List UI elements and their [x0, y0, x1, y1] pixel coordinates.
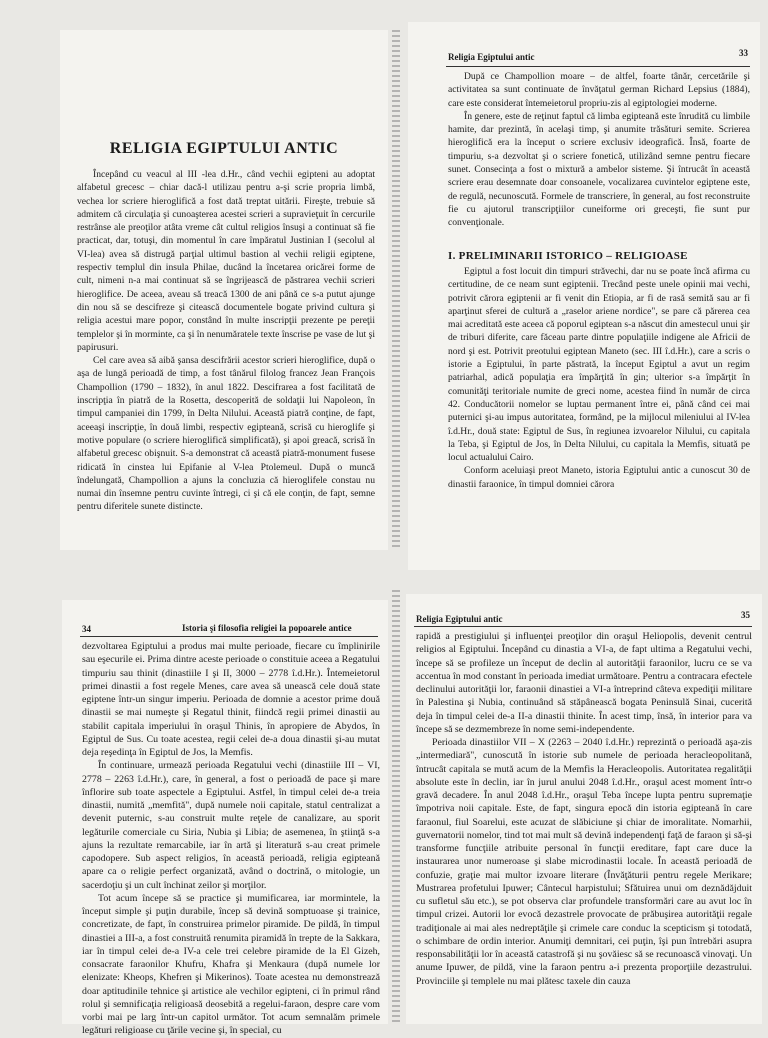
paragraph: În continuare, urmează perioada Regatului vechi (dinastiile III – VI, 2778 – 2263 î.d.Hr.), care, în general, a fost o perioadă de pace şi mare înflorire sub toate aspectele a Egiptului. Astfel, în timpul celei de-a treia dinastii, numită „memfită", după numele noii capitale, statul centralizat a devenit puternic, s-au construit multe reţele de canalizare, au sporit legăturile comerciale cu Siria, Nubia şi Libia; de asemenea, în ştiinţă s-a ajuns la rezultate remarcabile, iar în artă şi literatură s-au creat primele capodopere. Sub aspect religios, în această perioadă, religia egipteană apare ca o religie perfect organizată, având o doctrină, o mitologie, un sacerdoţiu şi un cult închinat zeilor şi morţilor.	[82, 760, 380, 891]
header-rule	[80, 636, 378, 637]
paragraph: Începând cu veacul al III -lea d.Hr., când vechii egipteni au adoptat alfabetul grecesc – chiar dacă-l utilizau pentru a-şi scrie propria limbă, vechea lor scriere hieroglifică a fost dată treptat uitării. Fireşte, trebuie să admitem că circulaţia şi cunoaşterea acestei scrieri a supravieţuit în cercurile restrânse ale preoţilor atâta vreme cât cultul religios însuşi a continuat să fie practicat, dar, totuşi, din momentul în care împăratul Justinian I (secolul al VI-lea) avea să distrugă parţial ultimul bastion al vechii religii egiptene, respectiv templul din insula Philae, ducând la încetarea oricărei forme de cult, nimeni n-a mai continuat să se îngrijească de păstrarea vechii scrieri hieroglifice. De aceea, aveau să treacă 1300 de ani până ce s-a putut ajunge din nou să se descifreze şi citească documentele bogate privind cultura şi religia acestui mare popor, constând în multe inscripţii prezente pe pereţii templelor şi în morminte, ca şi în nenumăratele texte înscrise pe vase de lut şi papirusuri.	[77, 169, 375, 353]
running-header: Istoria şi filosofia religiei la popoarele antice	[182, 623, 352, 633]
page-32-body	[77, 168, 375, 514]
page-33-section-body	[448, 265, 750, 491]
paragraph: După ce Champollion moare – de altfel, foarte tânăr, cercetările şi activitatea sa sunt continuate de învăţatul german Richard Lepsius (1884), care este considerat întemeietorul propriu-zis al egiptologiei moderne.	[448, 71, 750, 109]
header-rule	[414, 626, 752, 627]
paragraph: Egiptul a fost locuit din timpuri străvechi, dar nu se poate încă afirma cu certitudine, de ce neam sunt egiptenii. Trecând peste unele opinii mai vechi, potrivit cărora egiptenii ar fi venit din Etiopia, ar fi de rasă semită sau ar fi aparţinut sferei de cultură a „raselor ariene nordice", se pare că părerea cea mai acreditată este aceea că poporul egiptean s-a născut din amestecul unui şir de triburi diferite, care făceau parte dintre populaţiile indigene ale Africii de nord şi est. Potrivit preotului egiptean Maneto (sec. III î.d.Hr.), care a scris o istorie a Egiptului, în parte păstrată, la început Egiptul a avut un regim patriarhal, adică populaţia era împărţită în gin; ulterior s-a împărţit în comunităţi teritoriale numite de greci nome, acestea fiind în număr de circa 42. Conducătorii nomelor se luptau permanent între ei, până când cei mai puternici şi-au impus autoritatea, formând, pe la mijlocul mileniului al IV-lea î.d.Hr., două state: Egiptul de Sus, în regiunea izvoarelor Nilului, cu capitala la Teba, şi Egiptul de Jos, în Delta Nilului, cu capitala la Memfis, situată pe locul actualului Cairo.	[448, 266, 750, 464]
page-34	[62, 600, 388, 1037]
paragraph: rapidă a prestigiului şi influenţei preoţilor din oraşul Heliopolis, devenit centrul religios al Egiptului. Începând cu dinastia a VI-a, de fapt ultima a Regatului vechi, începe să se profileze un început de declin al autorităţii faraonilor, lucru ce se va accentua în mod constant în perioada imediat următoare. Pentru a contracara efectele declinului autorităţii lor, faraonii dinastiei a VI-a întreprind câteva expediţii militare în Palestina şi Nubia, continuând să stăpânească bogata Peninsulă Sinai, cucerită deja în timpul celei de-a II-a dinastii thinite. În acest timp, însă, în interior para va începe să se dezmembreze în nome semi-independente.	[416, 631, 752, 735]
binding-gutter	[392, 30, 400, 550]
running-header: Religia Egiptului antic	[448, 52, 535, 62]
page-number: 33	[739, 48, 748, 58]
binding-gutter	[392, 590, 400, 1024]
paragraph: Conform aceluiaşi preot Maneto, istoria Egiptului antic a cunoscut 30 de dinastii faraonice, în timpul domniei cărora	[448, 465, 750, 490]
page-number: 34	[82, 624, 91, 634]
page-33-body	[448, 70, 750, 230]
page-35	[406, 594, 762, 1024]
page-number: 35	[741, 610, 750, 620]
page-34-body	[82, 640, 380, 1038]
paragraph: Perioada dinastiilor VII – X (2263 – 2040 î.d.Hr.) reprezintă o perioadă aşa-zis „intermediară", cunoscută în istorie sub numele de perioada heracleopolitană, întrucât capitala se mută acum de la Memfis la Heracleopolis. Autoritatea regalităţii absolute este în declin, iar în jurul anului 2048 î.d.Hr., oraşul acest moment într-o gravă decadere. În anul 2048 î.d.Hr., oraşul Teba începe lupta pentru supremaţie împotriva noii capitale. Este, de fapt, singura epocă din istoria egipteană în care faraonul, fiul Soarelui, este acuzat de slăbiciune şi chiar de imoralitate. Nomarhii, guvernatorii nomelor, tind tot mai mult să devină independenţi faţă de faraon şi să-şi transforme funcţiile atribuite personal în funcţii ereditare, fapt care duce la instaurarea unor numeroase şi slabe microdinastii locale. În această perioadă de confuzie, graţie mai multor izvoare literare (Învăţăturii pentru regele Merikare; Mustrarea profetului Ipuwer; Cântecul harpistului; Sfătuirea unui om deznădăjduit cu sufletul său etc.), se pot observa clar profundele transformări care au avut loc în timpul crizei. Autorii lor evocă dezastrele provocate de prăbuşirea autorităţii regale tradiţionale ai mai ales nedreptăţile şi crimele care conduc la scepticism şi totodată, o schimbare de ordin interior. Anumiţi demnitari, cei puţin, îşi pun întrebări asupra responsabilităţii lor în această catastrofă şi nu şovăiesc să se recunoască vinovaţi. Un anume Ipuwer, de pildă, vine la faraon pentru a-i prezenta proporţiile dezastrului. Provinciile şi templele nu mai plătesc taxele din cauza	[416, 737, 752, 987]
chapter-title: RELIGIA EGIPTULUI ANTIC	[109, 140, 339, 157]
page-32	[60, 30, 388, 550]
paragraph: Cel care avea să aibă şansa descifrării acestor scrieri hieroglifice, după o aşa de lungă perioadă de timp, a fost tânărul filolog francez Jean François Champollion (1790 – 1832), în anul 1822. Descifrarea a fost facilitată de inscripţia în piatră de la Rosetta, descoperită de soldaţii lui Napoleon, în timpul campaniei din 1799, în Delta Nilului. Această piatră conţine, de fapt, aceeaşi inscripţie, în două limbi, respectiv egipteană, scrisă cu hieroglife şi motive populare (o scriere hieroglifică simplificată), şi apoi greacă, scrisă în alfabetul grecesc obişnuit. S-a demonstrat că această piatră-monument fusese ridicată în cinstea lui Epifanie al V-lea Ptolemeul. După o muncă îndelungată, Champollion a ajuns la concluzia că hieroglifele constau nu numai din însemne pentru cuvinte întregi, ci şi că ele conţin, de fapt, semne pentru diferitele sunete distincte.	[77, 355, 375, 513]
paragraph: Tot acum începe să se practice şi mumificarea, iar mormintele, la început simple şi puţin durabile, încep să devină somptuoase şi trainice, concretizate, de fapt, în construirea primelor piramide. De pildă, în timpul dinastiei a III-a, a fost construită renumita piramidă în trepte de la Sakkara, iar în timpul celei de-a IV-a cele trei celebre piramide de la El Gizeh, consacrate faraonilor Khufru, Khafra şi Menkaura (după numele lor elenizate: Kheops, Khefren şi Mikerinos). Toate acestea nu demonstrează doar aptitudinile tehnice şi artistice ale vechilor egipteni, ci în primul rând rolul şi semnificaţia religioasă deosebită a regelui-faraon, despre care vom vorbi mai pe larg într-un capitol următor. Tot acum semnalăm primele legături religioase cu ţările vecine şi, în special, cu	[82, 892, 380, 1037]
running-header: Religia Egiptului antic	[416, 614, 503, 624]
page-33	[408, 22, 760, 570]
page-35-body	[416, 630, 752, 988]
header-rule	[446, 66, 750, 67]
paragraph: În genere, este de reţinut faptul că limba egipteană este înrudită cu limbile hamite, dar prezintă, în acelaşi timp, şi anumite trăsături semite. Scrierea hieroglifică era la început o scriere exclusiv ideografică. Însă, foarte de timpuriu, s-a dezvoltat şi o scriere fonetică, utilizând semne pentru fiecare sunet. Consecinţa a fost o mixtură a ambelor sisteme. Şi întrucât în această scriere erau desemnate doar consoanele, vocalizarea cuvintelor egiptene este, de regulă, necunoscută. Formele de transcriere, în general, au fost reconstruite fie cu ajutorul transcripţiilor cuneiforme ori greceşti, fie sunt pur convenţionale.	[448, 110, 750, 229]
section-title: I. PRELIMINARII ISTORICO – RELIGIOASE	[448, 250, 688, 262]
paragraph: dezvoltarea Egiptului a produs mai multe perioade, fiecare cu împlinirile sau eşecurile ei. Prima dintre aceste perioade o constituie aceea a Regatului timpuriu sau thinit (dinastiile I şi II, 3000 – 2778 î.d.Hr.). Întemeietorul primei dinastii a fost regele Menes, care avea să unească cele două state egiptene într-un singur imperiu. Perioada de domnie a acestor prime două dinastii se mai numeşte şi Regatul thinit, fiindcă regii primei dinastii au stabilit capitala imperiului în oraşul Thinis, în apropiere de Abydos, în Egiptul de Sus. Cu toate acestea, regii celei de-a doua dinastii şi-au mutat deja reşedinţa în Egiptul de Jos, la Memfis.	[82, 641, 380, 758]
